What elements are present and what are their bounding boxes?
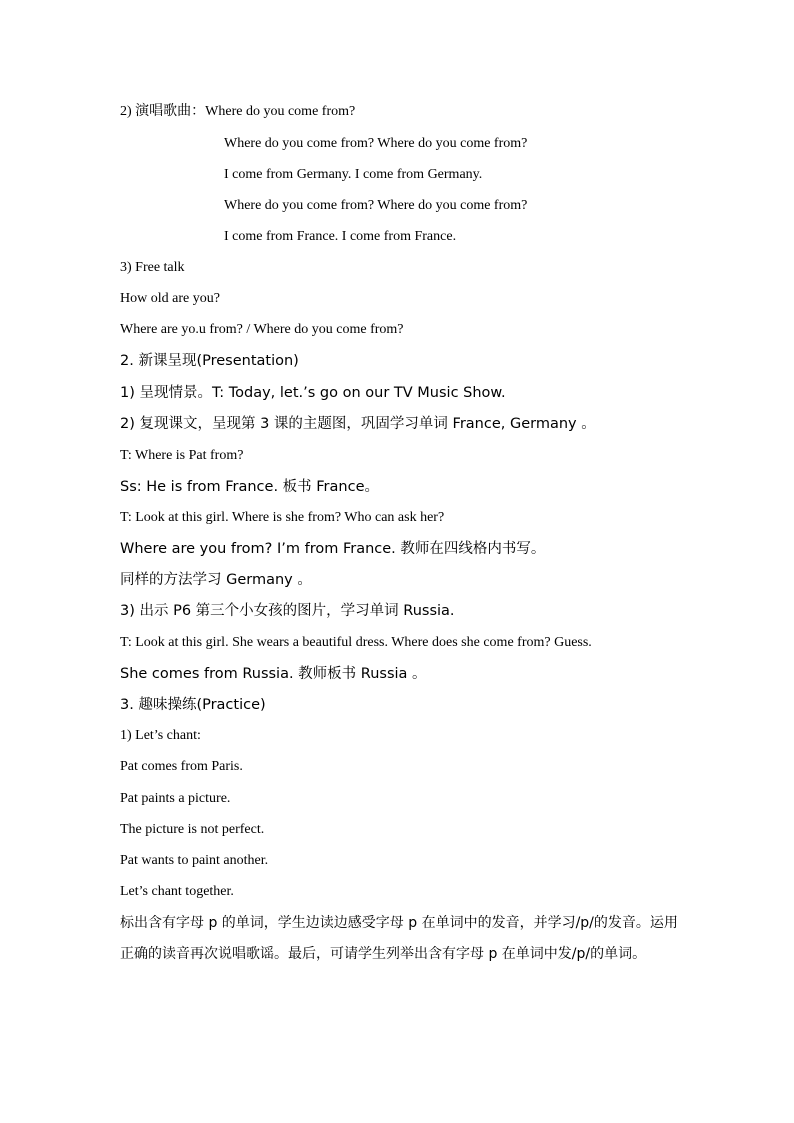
russia-line-2: She comes from Russia. 教师板书 Russia 。 bbox=[120, 666, 427, 682]
chant-line-4: Pat wants to paint another. bbox=[120, 853, 269, 868]
dialogue-line-1: T: Where is Pat from? bbox=[120, 448, 244, 463]
presentation-step-1: 1) 呈现情景。T: Today, let.’s go on our TV Music Show. bbox=[120, 385, 506, 401]
free-talk-heading: 3) Free talk bbox=[120, 260, 185, 275]
song-line-2: I come from Germany. I come from Germany. bbox=[224, 167, 483, 182]
song-heading: 2) 演唱歌曲：Where do you come from? bbox=[120, 104, 356, 119]
free-talk-line-1: How old are you? bbox=[120, 291, 220, 306]
chant-line-1: Pat comes from Paris. bbox=[120, 759, 243, 774]
dialogue-line-2: Ss: He is from France. 板书 France。 bbox=[120, 479, 379, 495]
presentation-step-2: 2) 复现课文，呈现第 3 课的主题图，巩固学习单词 France, Germany 。 bbox=[120, 416, 596, 432]
chant-heading: 1) Let’s chant: bbox=[120, 728, 201, 743]
song-line-3: Where do you come from? Where do you come from? bbox=[224, 198, 528, 213]
germany-note: 同样的方法学习 Germany 。 bbox=[120, 572, 312, 588]
chant-line-2: Pat paints a picture. bbox=[120, 791, 231, 806]
presentation-step-3: 3) 出示 P6 第三个小女孩的图片，学习单词 Russia. bbox=[120, 603, 455, 619]
dialogue-line-3: T: Look at this girl. Where is she from? Who can ask her? bbox=[120, 510, 445, 525]
russia-line-1: T: Look at this girl. She wears a beautiful dress. Where does she come from? Guess. bbox=[120, 635, 592, 650]
final-paragraph: 标出含有字母 p 的单词，学生边读边感受字母 p 在单词中的发音，并学习/p/的发音。运用正确的读音再次说唱歌谣。最后，可请学生列举出含有字母 p 在单词中发/p/的单词。 bbox=[120, 915, 678, 962]
chant-line-3: The picture is not perfect. bbox=[120, 822, 265, 837]
presentation-heading: 2. 新课呈现(Presentation) bbox=[120, 353, 299, 369]
practice-heading: 3. 趣味操练(Practice) bbox=[120, 697, 266, 713]
song-line-1: Where do you come from? Where do you come from? bbox=[224, 136, 528, 151]
song-line-4: I come from France. I come from France. bbox=[224, 229, 457, 244]
dialogue-line-4: Where are you from? I’m from France. 教师在四线格内书写。 bbox=[120, 541, 546, 557]
chant-line-5: Let’s chant together. bbox=[120, 884, 234, 899]
free-talk-line-2: Where are yo.u from? / Where do you come from? bbox=[120, 322, 404, 337]
